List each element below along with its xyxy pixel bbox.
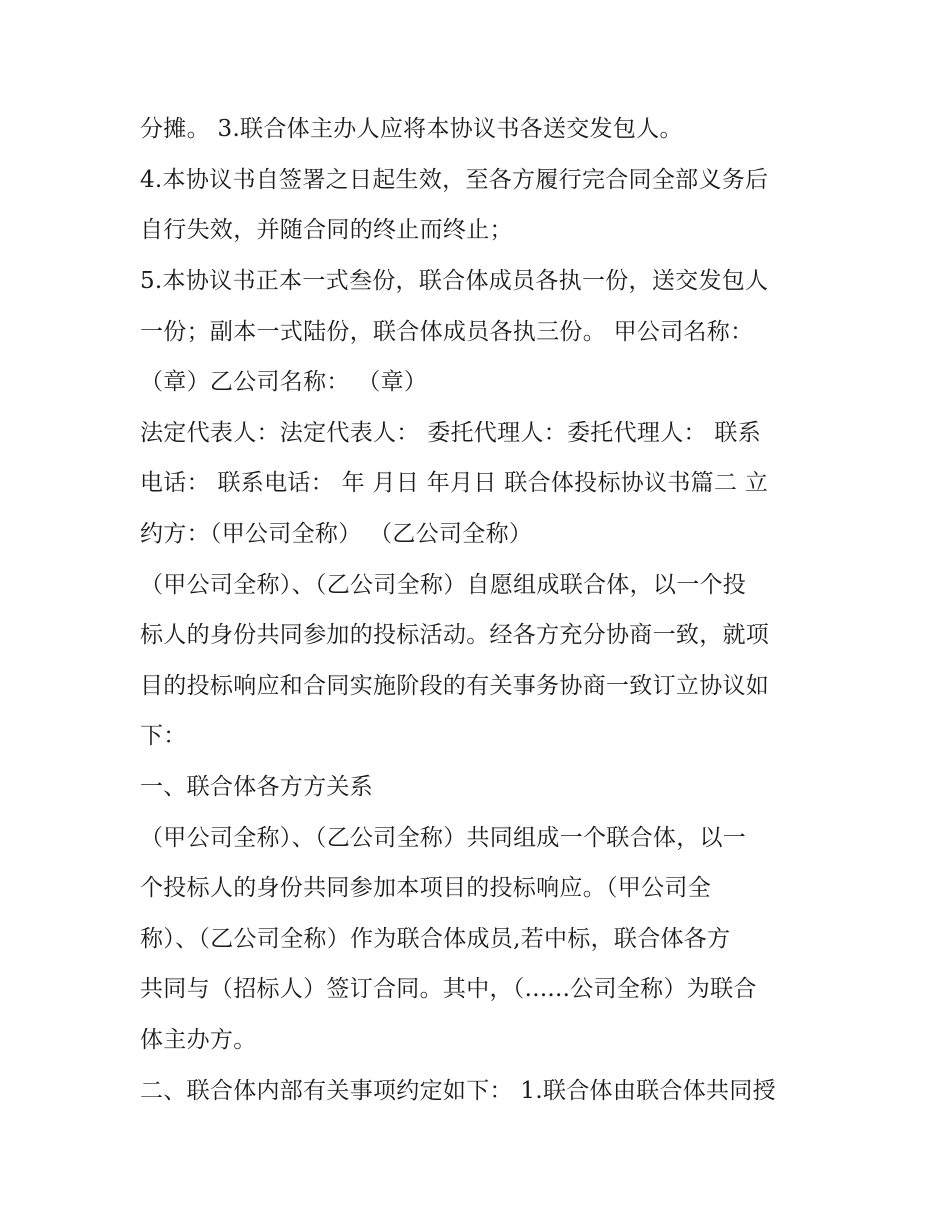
text-line: 下： — [140, 723, 187, 749]
text-line: 共同与（招标人）签订合同。其中，（......公司全称）为联合 — [140, 976, 757, 1002]
text-line: 自行失效，并随合同的终止而终止； — [140, 217, 513, 243]
text-line: 称）、（乙公司全称）作为联合体成员,若中标，联合体各方 — [140, 926, 731, 952]
text-line: 标人的身份共同参加的投标活动。经各方充分协商一致，就项 — [140, 622, 770, 648]
text-line: 4.本协议书自签署之日起生效，至各方履行完合同全部义务后 — [140, 167, 769, 193]
text-line: 目的投标响应和合同实施阶段的有关事务协商一致订立协议如 — [140, 673, 770, 699]
text-line: 约方：（甲公司全称） （乙公司全称） — [140, 521, 533, 547]
text-line: 法定代表人：法定代表人： 委托代理人：委托代理人： 联系 — [140, 420, 762, 446]
section-heading: 二、联合体内部有关事项约定如下： 1.联合体由联合体共同授 — [140, 1078, 776, 1104]
text-line: 个投标人的身份共同参加本项目的投标响应。（甲公司全 — [140, 875, 711, 901]
text-line: 一份；副本一式陆份，联合体成员各执三份。 甲公司名称： — [140, 319, 754, 345]
text-line: 5.本协议书正本一式叁份，联合体成员各执一份，送交发包人 — [140, 268, 769, 294]
section-heading: 一、联合体各方方关系 — [140, 774, 373, 800]
text-line: 分摊。 3.联合体主办人应将本协议书各送交发包人。 — [140, 116, 683, 142]
text-line: 体主办方。 — [140, 1027, 257, 1053]
text-line: （甲公司全称）、（乙公司全称）共同组成一个联合体，以一 — [140, 825, 747, 851]
text-line: （章）乙公司名称： （章） — [140, 369, 428, 395]
text-line: （甲公司全称）、（乙公司全称）自愿组成联合体，以一个投 — [140, 572, 747, 598]
text-line: 电话： 联系电话： 年 月日 年月日 联合体投标协议书篇二 立 — [140, 470, 769, 496]
